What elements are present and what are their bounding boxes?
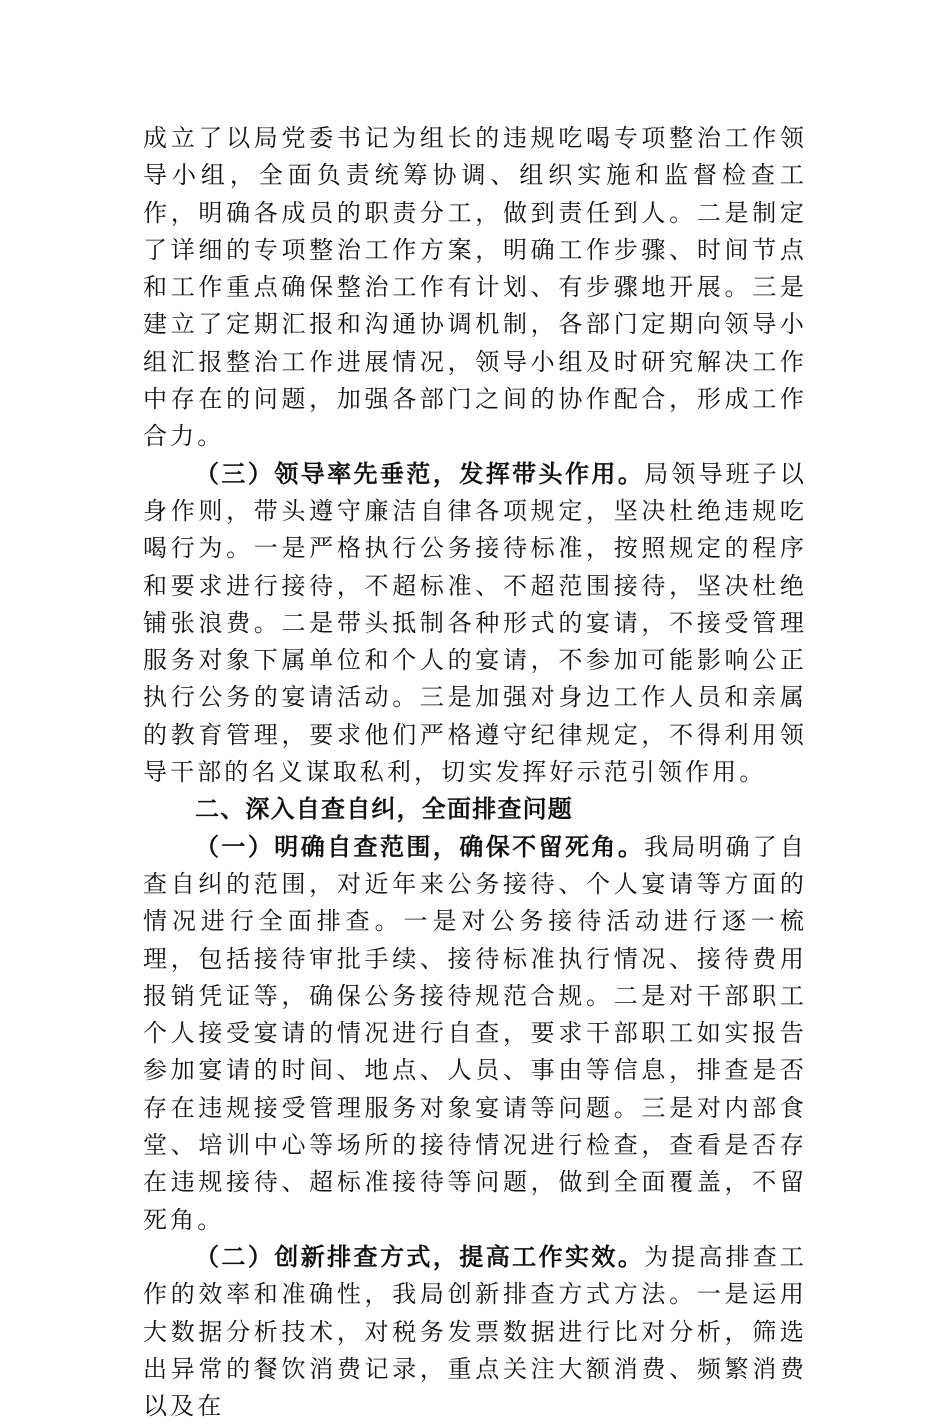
paragraph-lead: （三）领导率先垂范，发挥带头作用。 (195, 459, 645, 488)
paragraph-text: 成立了以局党委书记为组长的违规吃喝专项整治工作领导小组，全面负责统筹协调、组织实施和监督检查工作，明确各成员的职责分工，做到责任到人。二是制定了详细的专项整治工作方案，明确工作步骤、时间节点和工作重点确保整治工作有计划、有步骤地开展。三是建立了定期汇报和沟通协调机制，各部门定期向领导小组汇报整治工作进展情况，领导小组及时研究解决工作中存在的问题，加强各部门之间的协作配合，形成工作合力。 (143, 124, 807, 451)
paragraph-p1 (143, 120, 807, 456)
paragraph-p3 (143, 829, 807, 1239)
paragraph-p2 (143, 456, 807, 792)
paragraph-lead: （一）明确自查范围，确保不留死角。 (195, 832, 645, 861)
paragraph-lead: （二）创新排查方式，提高工作实效。 (195, 1242, 645, 1271)
document-page (143, 120, 807, 1425)
paragraph-text: 我局明确了自查自纠的范围，对近年来公务接待、个人宴请等方面的情况进行全面排查。一是对公务接待活动进行逐一梳理，包括接待审批手续、接待标准执行情况、接待费用报销凭证等，确保公务接待规范合规。二是对干部职工个人接受宴请的情况进行自查，要求干部职工如实报告参加宴请的时间、地点、人员、事由等信息，排查是否存在违规接受管理服务对象宴请等问题。三是对内部食堂、培训中心等场所的接待情况进行检查，查看是否存在违规接待、超标准接待等问题，做到全面覆盖，不留死角。 (143, 832, 807, 1234)
section-heading: 二、深入自查自纠，全面排查问题 (195, 795, 573, 824)
paragraph-text: 为提高排查工作的效率和准确性，我局创新排查方式方法。一是运用大数据分析技术，对税务发票数据进行比对分析，筛选出异常的餐饮消费记录，重点关注大额消费、频繁消费以及在 (143, 1242, 807, 1421)
paragraph-p4 (143, 1239, 807, 1425)
paragraph-text: 局领导班子以身作则，带头遵守廉洁自律各项规定，坚决杜绝违规吃喝行为。一是严格执行公务接待标准，按照规定的程序和要求进行接待，不超标准、不超范围接待，坚决杜绝铺张浪费。二是带头抵制各种形式的宴请，不接受管理服务对象下属单位和个人的宴请，不参加可能影响公正执行公务的宴请活动。三是加强对身边工作人员和亲属的教育管理，要求他们严格遵守纪律规定，不得利用领导干部的名义谋取私利，切实发挥好示范引领作用。 (143, 459, 807, 787)
